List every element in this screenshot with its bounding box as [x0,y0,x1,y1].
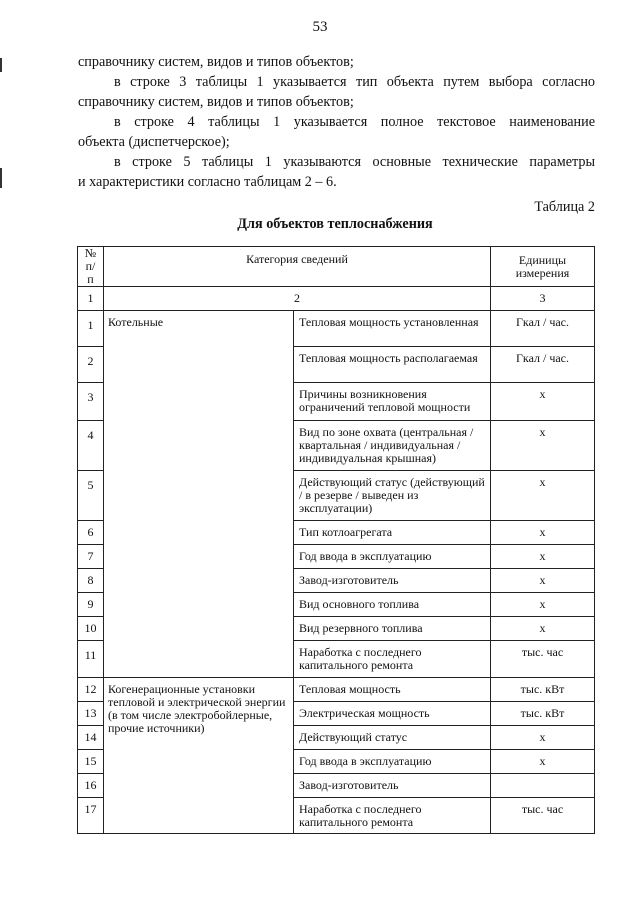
row-number: 7 [78,545,104,569]
row-unit: Гкал / час. [491,311,595,347]
header-num: № п/п [78,247,104,287]
row-unit: x [491,521,595,545]
row-unit: x [491,471,595,521]
row-parameter: Тип котлоагрегата [294,521,491,545]
scan-mark [0,58,2,72]
row-parameter: Тепловая мощность располагаемая [294,347,491,383]
header-units: Единицы измерения [491,247,595,287]
paragraph-line: в строке 3 таблицы 1 указывается тип объекта путем выбора согласно [114,74,595,90]
paragraph-4 [78,152,595,192]
row-parameter: Действующий статус [294,726,491,750]
row-number: 16 [78,774,104,798]
row-number: 13 [78,702,104,726]
row-unit: тыс. час [491,798,595,834]
row-number: 17 [78,798,104,834]
group-cogeneration: Когенерационные установки тепловой и электрической энергии (в том числе электробойлерные, прочие источники) [104,678,294,834]
row-parameter: Год ввода в эксплуатацию [294,750,491,774]
table-header-row [78,247,595,287]
paragraph-line: в строке 5 таблицы 1 указываются основные технические параметры [114,154,595,170]
paragraph-line: и характеристики согласно таблицам 2 – 6. [78,174,337,190]
row-parameter: Завод-изготовитель [294,569,491,593]
header-category: Категория сведений [104,247,491,287]
page-number: 53 [312,19,328,35]
paragraph-2 [78,72,595,112]
paragraph-1 [78,52,595,72]
index-cell: 2 [104,287,491,311]
row-number: 6 [78,521,104,545]
row-number: 10 [78,617,104,641]
heat-supply-table [77,246,595,834]
row-number: 12 [78,678,104,702]
row-number: 2 [78,347,104,383]
table-label: Таблица 2 [534,199,595,215]
paragraph-line: справочнику систем, видов и типов объектов; [78,94,354,110]
row-number: 3 [78,383,104,421]
table-row [78,678,595,702]
row-unit: тыс. кВт [491,678,595,702]
row-number: 9 [78,593,104,617]
paragraph-line: в строке 4 таблицы 1 указывается полное текстовое наименование [114,114,595,130]
row-unit: x [491,569,595,593]
row-unit: x [491,593,595,617]
table-index-row [78,287,595,311]
row-parameter: Завод-изготовитель [294,774,491,798]
row-unit: x [491,421,595,471]
scan-mark [0,168,2,188]
row-parameter: Вид резервного топлива [294,617,491,641]
paragraph-line: справочнику систем, видов и типов объектов; [78,54,354,70]
paragraph-line: объекта (диспетчерское); [78,134,230,150]
row-unit: x [491,383,595,421]
index-cell: 3 [491,287,595,311]
group-boilers: Котельные [104,311,294,678]
row-parameter: Причины возникновения ограничений тепловой мощности [294,383,491,421]
row-unit: x [491,726,595,750]
row-parameter: Тепловая мощность установленная [294,311,491,347]
row-unit [491,774,595,798]
row-parameter: Вид по зоне охвата (центральная / квартальная / индивидуальная / индивидуальная крышная) [294,421,491,471]
row-unit: x [491,617,595,641]
row-parameter: Год ввода в эксплуатацию [294,545,491,569]
row-unit: тыс. час [491,641,595,678]
row-parameter: Электрическая мощность [294,702,491,726]
row-parameter: Наработка с последнего капитального ремонта [294,798,491,834]
row-parameter: Действующий статус (действующий / в резерве / выведен из эксплуатации) [294,471,491,521]
table-row [78,311,595,347]
row-unit: x [491,545,595,569]
row-parameter: Тепловая мощность [294,678,491,702]
row-number: 1 [78,311,104,347]
row-number: 5 [78,471,104,521]
row-number: 8 [78,569,104,593]
row-number: 4 [78,421,104,471]
paragraph-3 [78,112,595,152]
row-number: 15 [78,750,104,774]
table-title: Для объектов теплоснабжения [237,216,433,232]
row-number: 11 [78,641,104,678]
row-parameter: Наработка с последнего капитального ремонта [294,641,491,678]
row-unit: x [491,750,595,774]
row-parameter: Вид основного топлива [294,593,491,617]
row-unit: Гкал / час. [491,347,595,383]
row-number: 14 [78,726,104,750]
row-unit: тыс. кВт [491,702,595,726]
index-cell: 1 [78,287,104,311]
